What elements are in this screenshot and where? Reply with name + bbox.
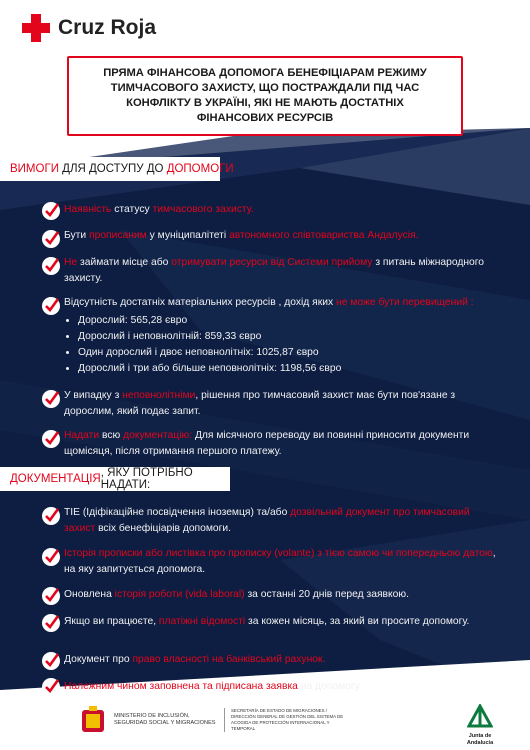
document-text: історія роботи (vida laboral): [114, 589, 245, 600]
check-icon: [40, 295, 62, 317]
requirement-text: займати місце або: [77, 257, 172, 268]
check-icon: [40, 428, 62, 450]
document-text: TIE (Ідіфікаційне посвідчення іноземця) та/або: [64, 507, 291, 518]
red-cross-icon: [22, 14, 50, 42]
documentation-heading: [0, 467, 230, 491]
junta-andalucia-text: Junta de Andalucía: [466, 733, 494, 746]
document-text: право власності на банківський рахунок.: [132, 654, 326, 665]
check-icon: [40, 228, 62, 250]
requirement-text: У випадку з: [64, 390, 123, 401]
requirement-text: отримувати ресурси від Системи прийому: [171, 257, 373, 268]
document-text: Належним чином заповнена та підписана заявка: [64, 681, 298, 692]
documentation-heading-rest: , ЯКУ ПОТРІБНО НАДАТИ:: [100, 467, 193, 491]
document-text: платіжні відомості: [158, 616, 246, 627]
requirements-heading-mid: ДЛЯ ДОСТУПУ ДО: [58, 163, 167, 175]
requirement-text: Наявність: [64, 204, 112, 215]
check-icon: [40, 612, 62, 634]
spanish-coat-of-arms-icon: [78, 704, 108, 736]
requirement-text: всю: [99, 430, 124, 441]
brand-name: Cruz Roja: [58, 16, 157, 39]
document-text: , на яку запитується допомога.: [64, 548, 496, 575]
check-icon: [40, 200, 62, 222]
requirement-text: Не: [64, 257, 78, 268]
requirement-text: неповнолітніми: [122, 390, 196, 401]
document-text: Історія прописки або листівка про прописку (volante) з тією самою чи попередньою датою: [64, 548, 493, 559]
requirement-text: автономного співтовариства Андалусія.: [229, 230, 419, 241]
check-icon: [40, 676, 62, 698]
document-text: Оновлена: [64, 589, 115, 600]
document-text: на допомогу.: [297, 681, 362, 692]
directorate-name: SECRETARÍA DE ESTADO DE MIGRACIONES / DIRECCIÓN GENERAL DE GESTIÓN DEL SISTEMA DE ACOGIDA DE PROTECCIÓN INTERNACIONAL Y TEMPORAL: [224, 708, 351, 732]
check-icon: [40, 585, 62, 607]
requirements-heading: [0, 157, 234, 181]
requirement-text: документацію:: [123, 430, 193, 441]
income-limit-item: • Дорослий і неповнолітній: 859,33 євро: [78, 329, 500, 345]
income-limits-list: [64, 313, 500, 377]
requirement-text: не може бути перевищений :: [336, 297, 474, 308]
requirements-heading-red2: ДОПОМОГИ: [166, 163, 234, 175]
check-icon: [40, 546, 62, 568]
check-icon: [40, 505, 62, 527]
title-box: [67, 56, 463, 136]
document-text: за кожен місяць, за який ви просите допомогу.: [245, 616, 470, 627]
check-icon: [40, 388, 62, 410]
requirement-text: , рішення про тимчасовий захист має бути пов'язане з дорослим, який подає запит.: [64, 390, 456, 417]
ministry-logo-block: [72, 698, 354, 742]
page-title: ПРЯМА ФІНАНСОВА ДОПОМОГА БЕНЕФІЦІАРАМ РЕЖИМУ ТИМЧАСОВОГО ЗАХИСТУ, ЩО ПОСТРАЖДАЛИ ПІД ЧАС КОНФЛІКТУ В УКРАЇНІ, ЯКІ НЕ МАЮТЬ ДОСТАТНІХ ФІНАНСОВИХ РЕСУРСІВ: [103, 67, 427, 124]
ministry-name: MINISTERIO DE INCLUSIÓN, SEGURIDAD SOCIAL Y MIGRACIONES: [114, 713, 216, 726]
requirement-text: Для місячного переводу ви повинні приносити документи щомісяця, після отримання першого платежу.: [64, 430, 470, 457]
document-text: дозвільний документ про тимчасовий захист: [64, 507, 470, 534]
document-text: всіх бенефіціарів допомоги.: [95, 523, 232, 534]
junta-andalucia-icon: [467, 704, 493, 728]
junta-andalucia-logo: [455, 704, 505, 747]
requirement-text: тимчасового захисту.: [152, 204, 254, 215]
requirement-text: прописаним: [89, 230, 147, 241]
requirements-heading-red1: ВИМОГИ: [10, 163, 59, 175]
document-text: Якщо ви працюєте,: [64, 616, 159, 627]
requirement-text: у муніципалітеті: [146, 230, 230, 241]
requirement-text: Надати: [64, 430, 100, 441]
requirement-text: Бути: [64, 230, 90, 241]
red-cross-logo: [22, 14, 156, 42]
requirement-text: з питань міжнародного захисту.: [64, 257, 485, 284]
document-text: Документ про: [64, 654, 133, 665]
requirement-text: Відсутність достатніх матеріальних ресурсів , дохід яких: [64, 297, 337, 308]
income-limit-item: • Один дорослий і двоє неповнолітніх: 1025,87 євро: [78, 345, 500, 361]
document-text: за останні 20 днів перед заявкою.: [244, 589, 409, 600]
check-icon: [40, 255, 62, 277]
income-limit-item: • Дорослий і три або більше неповнолітніх: 1198,56 євро: [78, 361, 500, 377]
income-limit-item: • Дорослий: 565,28 євро: [78, 313, 500, 329]
documentation-heading-red: ДОКУМЕНТАЦІЯ: [10, 473, 101, 485]
check-icon: [40, 650, 62, 672]
requirement-text: статусу: [111, 204, 153, 215]
